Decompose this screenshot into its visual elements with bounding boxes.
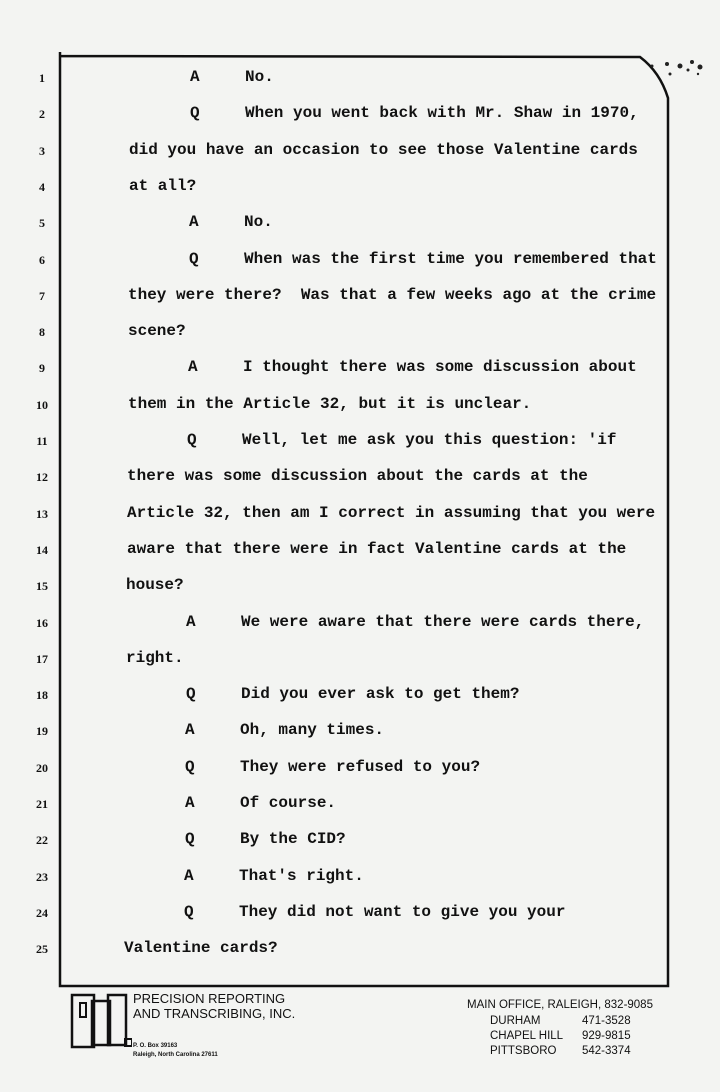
branch-name: DURHAM (490, 1015, 541, 1027)
speaker-label: Q (187, 431, 197, 449)
line-number: 10 (36, 397, 48, 412)
branch-phone: 929-9815 (582, 1030, 631, 1042)
transcript-line-text: That's right. (239, 866, 364, 885)
line-number: 9 (39, 361, 45, 376)
line-number: 13 (36, 506, 48, 521)
speaker-label: A (188, 358, 198, 377)
branch-office (490, 1044, 631, 1058)
transcript-line-text: them in the Article 32, but it is unclear. (128, 394, 532, 413)
pt-logo (70, 993, 132, 1058)
transcript-line-text: They were refused to you? (240, 757, 481, 776)
line-number: 11 (36, 434, 48, 448)
branch-name: CHAPEL HILL (490, 1030, 564, 1042)
firm-name-line2: AND TRANSCRIBING, INC. (133, 1006, 296, 1021)
speaker-label: A (184, 866, 194, 885)
firm-name-line1: PRECISION REPORTING (133, 991, 286, 1006)
line-number: 25 (36, 942, 48, 957)
line-number: 20 (36, 760, 48, 775)
transcript-line-text: Did you ever ask to get them? (241, 685, 520, 704)
line-number: 6 (39, 252, 45, 267)
transcript-line-text: they were there? Was that a few weeks ago at the crime (128, 285, 657, 304)
firm-address (133, 1042, 218, 1060)
speaker-label: A (185, 794, 195, 812)
page-number-smudge (651, 60, 703, 76)
transcript-line-text: right. (126, 648, 184, 667)
line-number: 1 (39, 71, 45, 85)
transcript-line-text: scene? (128, 322, 186, 341)
line-number: 4 (39, 179, 45, 194)
line-number: 18 (36, 688, 48, 703)
speaker-label: A (189, 213, 199, 232)
transcript-line-text: When was the first time you remembered that (244, 249, 657, 268)
transcript-line-text: Of course. (240, 794, 337, 812)
line-number: 17 (36, 651, 48, 666)
address-line1: P. O. Box 39163 (133, 1043, 178, 1049)
line-number: 23 (36, 869, 48, 884)
transcript-line-text: Well, let me ask you this question: 'if (242, 431, 617, 449)
speaker-label: Q (190, 104, 200, 123)
speaker-label: Q (185, 830, 195, 849)
transcript-line-text: They did not want to give you your (239, 902, 566, 921)
transcript-line-text: We were aware that there were cards there, (241, 612, 645, 631)
transcript-line-text: No. (244, 213, 273, 232)
line-number: 2 (39, 107, 45, 122)
main-office: MAIN OFFICE, RALEIGH, 832-9085 (467, 999, 653, 1011)
transcript-line-text: By the CID? (240, 830, 346, 849)
transcript-line-text: Oh, many times. (240, 721, 385, 740)
line-number: 15 (36, 579, 48, 594)
speaker-label: A (185, 721, 195, 740)
line-number: 16 (36, 615, 48, 630)
transcript-line-text: No. (245, 68, 274, 86)
line-number: 5 (39, 216, 45, 231)
speaker-label: Q (186, 685, 196, 704)
line-number: 12 (36, 470, 48, 485)
branch-office (490, 1014, 631, 1028)
branch-phone: 542-3374 (582, 1045, 631, 1057)
transcript-line-text: at all? (129, 176, 197, 195)
line-number: 3 (39, 143, 45, 158)
speaker-label: Q (185, 757, 195, 776)
transcript-line-text: I thought there was some discussion about (243, 358, 637, 377)
line-number: 19 (36, 724, 48, 739)
line-number: 22 (36, 833, 48, 848)
transcript-line-text: aware that there were in fact Valentine cards at the (127, 539, 627, 558)
transcript-line-text: house? (126, 576, 184, 595)
line-number: 14 (36, 542, 48, 557)
branch-name: PITTSBORO (490, 1045, 557, 1057)
firm-name (133, 991, 295, 1021)
speaker-label: A (186, 612, 196, 631)
transcript-line-text: Article 32, then am I correct in assuming that you were (127, 503, 656, 522)
line-number: 21 (36, 797, 48, 811)
line-number: 8 (39, 325, 45, 340)
speaker-label: A (190, 68, 200, 86)
address-line2: Raleigh, North Carolina 27611 (133, 1052, 218, 1058)
speaker-label: Q (189, 249, 199, 268)
branch-phone: 471-3528 (582, 1015, 631, 1027)
transcript-line-text: did you have an occasion to see those Valentine cards (129, 140, 638, 159)
line-number: 7 (39, 288, 45, 303)
transcript-line-text: there was some discussion about the cards at the (127, 467, 588, 486)
transcript-line-text: When you went back with Mr. Shaw in 1970, (245, 104, 639, 123)
speaker-label: Q (184, 902, 194, 921)
line-number: 24 (36, 905, 48, 920)
transcript-line-text: Valentine cards? (124, 939, 278, 958)
branch-office (490, 1029, 631, 1043)
